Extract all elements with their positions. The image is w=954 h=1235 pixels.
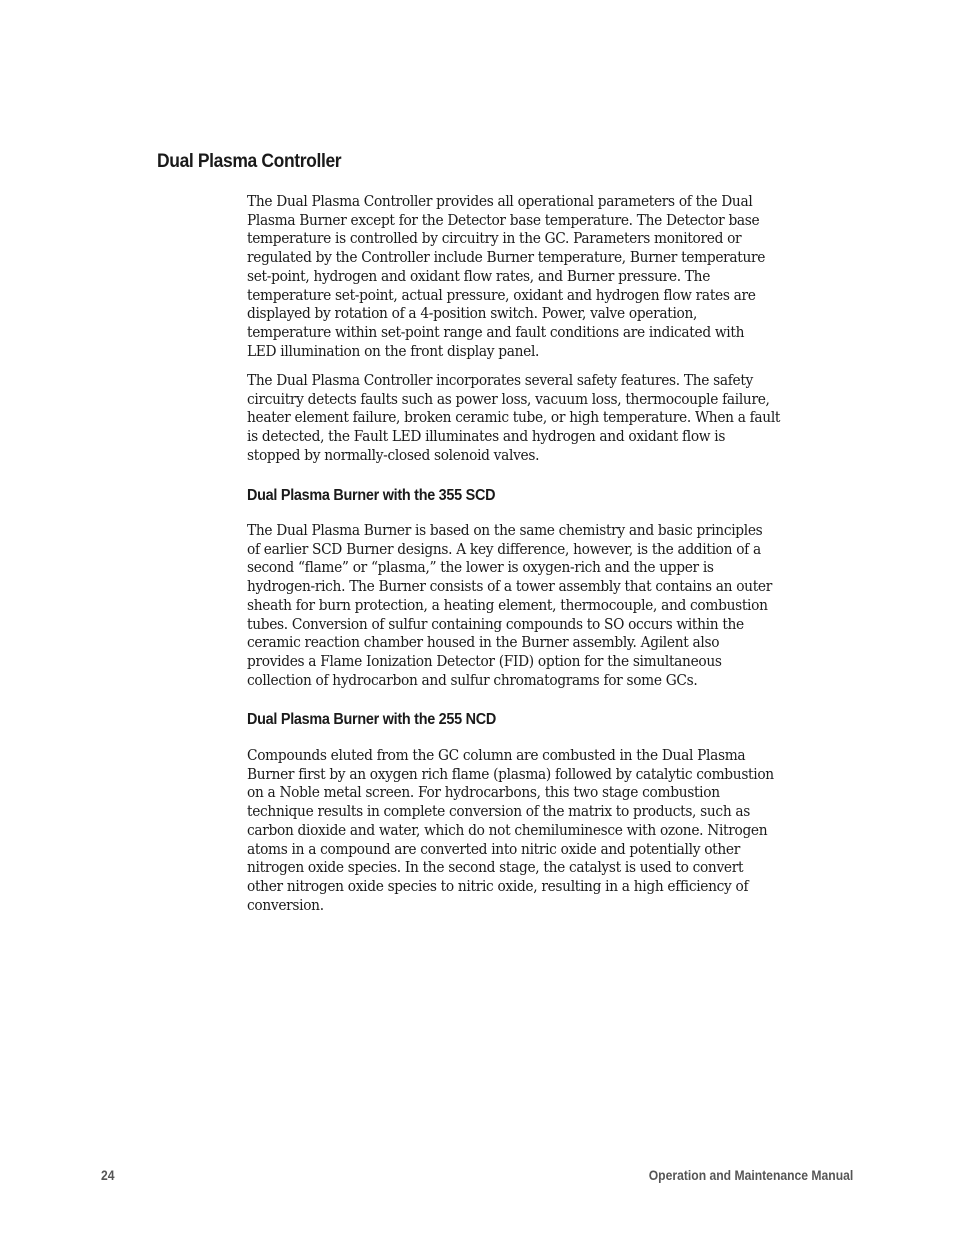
scd-paragraph: [247, 521, 855, 689]
subsection-heading-scd: Dual Plasma Burner with the 355 SCD: [247, 487, 496, 504]
text-line: displayed by rotation of a 4-position switch. Power, valve operation,: [247, 304, 698, 323]
text-line: sheath for burn protection, a heating element, thermocouple, and combustion: [247, 595, 768, 614]
text-line: stopped by normally-closed solenoid valves.: [247, 445, 540, 464]
text-line: The Dual Plasma Controller incorporates several safety features. The safety: [247, 371, 753, 389]
text-line: LED illumination on the front display panel.: [247, 341, 540, 360]
text-line: regulated by the Controller include Burner temperature, Burner temperature: [247, 248, 766, 267]
text-line: collection of hydrocarbon and sulfur chromatograms for some GCs.: [247, 670, 698, 689]
text-line: circuitry detects faults such as power loss, vacuum loss, thermocouple failure,: [247, 389, 770, 408]
text-line: The Dual Plasma Burner is based on the same chemistry and basic principles: [247, 521, 763, 539]
footer-manual-title: Operation and Maintenance Manual: [648, 1168, 853, 1183]
text-line: on a Noble metal screen. For hydrocarbons, this two stage combustion: [247, 783, 720, 802]
text-line: temperature within set-point range and fault conditions are indicated with: [247, 322, 745, 341]
text-line: temperature is controlled by circuitry in the GC. Parameters monitored or: [247, 229, 742, 248]
text-line: heater element failure, broken ceramic tube, or high temperature. When a fault: [247, 408, 781, 427]
text-line: Burner first by an oxygen rich flame (plasma) followed by catalytic combustion: [247, 764, 774, 783]
text-line: is detected, the Fault LED illuminates and hydrogen and oxidant flow is: [247, 427, 726, 446]
text-line: technique results in complete conversion of the matrix to products, such as: [247, 802, 751, 821]
text-line: Plasma Burner except for the Detector base temperature. The Detector base: [247, 210, 760, 229]
text-line: Compounds eluted from the GC column are combusted in the Dual Plasma: [247, 746, 746, 764]
text-line: carbon dioxide and water, which do not chemiluminesce with ozone. Nitrogen: [247, 820, 768, 839]
text-line: of earlier SCD Burner designs. A key difference, however, is the addition of a: [247, 539, 761, 558]
ncd-paragraph: [247, 746, 855, 914]
safety-paragraph: [247, 371, 855, 465]
text-line: The Dual Plasma Controller provides all operational parameters of the Dual: [247, 192, 753, 210]
text-line: atoms in a compound are converted into nitric oxide and potentially other: [247, 839, 740, 858]
text-line: ceramic reaction chamber housed in the Burner assembly. Agilent also: [247, 633, 720, 652]
page-number: 24: [101, 1168, 115, 1183]
text-line: nitrogen oxide species. In the second stage, the catalyst is used to convert: [247, 858, 744, 877]
page-title: Dual Plasma Controller: [157, 151, 342, 172]
text-line: provides a Flame Ionization Detector (FID) option for the simultaneous: [247, 651, 722, 670]
text-line: set-point, hydrogen and oxidant flow rates, and Burner pressure. The: [247, 266, 711, 285]
text-line: conversion.: [247, 895, 324, 914]
intro-paragraph: [247, 192, 855, 360]
text-line: tubes. Conversion of sulfur containing compounds to SO occurs within the: [247, 614, 744, 633]
text-line: second “flame” or “plasma,” the lower is oxygen-rich and the upper is: [247, 558, 714, 577]
text-line: other nitrogen oxide species to nitric oxide, resulting in a high efficiency of: [247, 876, 749, 895]
text-line: temperature set-point, actual pressure, oxidant and hydrogen flow rates are: [247, 285, 756, 304]
subsection-heading-ncd: Dual Plasma Burner with the 255 NCD: [247, 711, 497, 728]
text-line: hydrogen-rich. The Burner consists of a tower assembly that contains an outer: [247, 577, 772, 596]
